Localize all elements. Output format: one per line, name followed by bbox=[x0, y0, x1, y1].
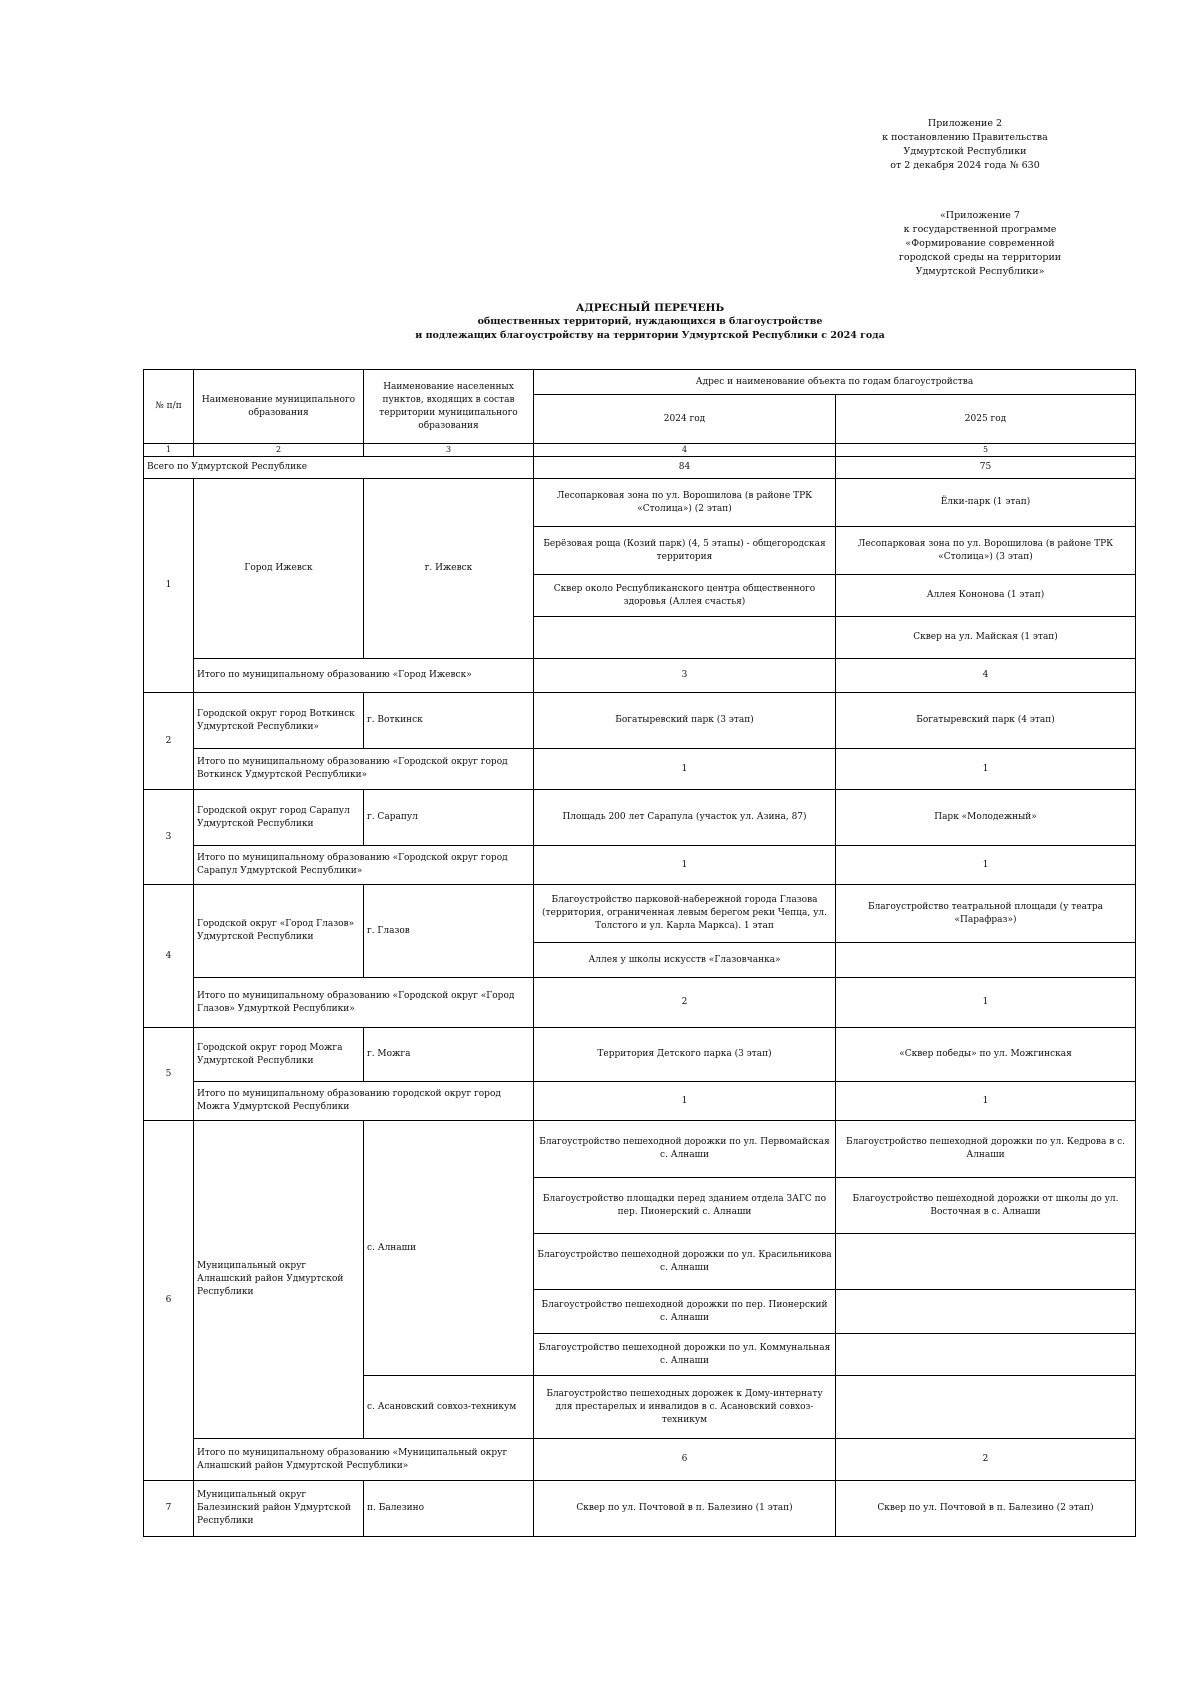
program-annex-line: Удмуртской Республики» bbox=[915, 266, 1045, 277]
object-2025: Благоустройство пешеходной дорожки по ул. Кедрова в с. Алнаши bbox=[836, 1121, 1136, 1178]
column-number: 5 bbox=[836, 444, 1136, 457]
annex-line: к постановлению Правительства bbox=[882, 132, 1048, 143]
settlement-name: с. Алнаши bbox=[364, 1121, 534, 1376]
header-objects: Адрес и наименование объекта по годам благоустройства bbox=[534, 370, 1136, 395]
header-year-2024: 2024 год bbox=[534, 395, 836, 444]
object-2024: Лесопарковая зона по ул. Ворошилова (в районе ТРК «Столица») (2 этап) bbox=[534, 479, 836, 527]
column-number: 4 bbox=[534, 444, 836, 457]
object-2024: Сквер по ул. Почтовой в п. Балезино (1 этап) bbox=[534, 1481, 836, 1537]
object-2024: Аллея у школы искусств «Глазовчанка» bbox=[534, 943, 836, 978]
annex-line: от 2 декабря 2024 года № 630 bbox=[890, 160, 1040, 171]
document-title bbox=[300, 301, 1000, 343]
object-2024: Благоустройство пешеходной дорожки по ул. Коммунальная с. Алнаши bbox=[534, 1334, 836, 1376]
header-settlements: Наименование населенных пунктов, входящих в состав территории муниципального образования bbox=[364, 370, 534, 444]
annex-line: Приложение 2 bbox=[927, 118, 1003, 129]
subtotal-2025: 1 bbox=[836, 978, 1136, 1028]
object-2024 bbox=[534, 617, 836, 659]
settlement-name: п. Балезино bbox=[364, 1481, 534, 1537]
total-2025: 75 bbox=[836, 457, 1136, 479]
subtotal-2025: 1 bbox=[836, 749, 1136, 790]
object-2024: Благоустройство парковой-набережной города Глазова (территория, ограниченная левым берегом реки Чепца, ул. Толстого и ул. Карла Маркса). 1 этап bbox=[534, 885, 836, 943]
object-2024: Берёзовая роща (Козий парк) (4, 5 этапы) - общегородская территория bbox=[534, 527, 836, 575]
annex-line: Удмуртской Республики bbox=[903, 146, 1027, 157]
subtotal-2025: 4 bbox=[836, 659, 1136, 693]
object-2024: Благоустройство пешеходной дорожки по пер. Пионерский с. Алнаши bbox=[534, 1290, 836, 1334]
subtotal-label: Итого по муниципальному образованию «Городской округ город Сарапул Удмуртской Республики» bbox=[194, 846, 534, 885]
program-annex-line: к государственной программе bbox=[903, 224, 1057, 235]
total-label: Всего по Удмуртской Республике bbox=[144, 457, 534, 479]
object-2024: Благоустройство пешеходных дорожек к Дому-интернату для престарелых и инвалидов в с. Асановский совхоз-техникум bbox=[534, 1376, 836, 1439]
title-main: АДРЕСНЫЙ ПЕРЕЧЕНЬ bbox=[575, 302, 725, 314]
object-2024: Площадь 200 лет Сарапула (участок ул. Азина, 87) bbox=[534, 790, 836, 846]
object-2025 bbox=[836, 1290, 1136, 1334]
header-num: № п/п bbox=[144, 370, 194, 444]
header-municipality: Наименование муниципального образования bbox=[194, 370, 364, 444]
object-2025: Благоустройство театральной площади (у театра «Парафраз») bbox=[836, 885, 1136, 943]
subtotal-2025: 2 bbox=[836, 1439, 1136, 1481]
subtotal-label: Итого по муниципальному образованию «Городской округ «Город Глазов» Удмурткой Республики» bbox=[194, 978, 534, 1028]
row-number: 7 bbox=[144, 1481, 194, 1537]
annex-stamp bbox=[855, 117, 1075, 173]
column-number: 2 bbox=[194, 444, 364, 457]
subtotal-label: Итого по муниципальному образованию городской округ город Можга Удмуртской Республики bbox=[194, 1082, 534, 1121]
subtotal-2024: 1 bbox=[534, 749, 836, 790]
settlement-name: г. Воткинск bbox=[364, 693, 534, 749]
settlement-name: г. Можга bbox=[364, 1028, 534, 1082]
object-2024: Богатыревский парк (3 этап) bbox=[534, 693, 836, 749]
object-2024: Благоустройство пешеходной дорожки по ул. Первомайская с. Алнаши bbox=[534, 1121, 836, 1178]
column-number: 3 bbox=[364, 444, 534, 457]
object-2025: Богатыревский парк (4 этап) bbox=[836, 693, 1136, 749]
object-2025: «Сквер победы» по ул. Можгинская bbox=[836, 1028, 1136, 1082]
subtotal-2024: 1 bbox=[534, 1082, 836, 1121]
header-year-2025: 2025 год bbox=[836, 395, 1136, 444]
object-2024: Сквер около Республиканского центра общественного здоровья (Аллея счастья) bbox=[534, 575, 836, 617]
object-2025: Лесопарковая зона по ул. Ворошилова (в районе ТРК «Столица») (3 этап) bbox=[836, 527, 1136, 575]
object-2025: Аллея Кононова (1 этап) bbox=[836, 575, 1136, 617]
row-number: 5 bbox=[144, 1028, 194, 1121]
municipality-name: Городской округ город Можга Удмуртской Республики bbox=[194, 1028, 364, 1082]
object-2025 bbox=[836, 1234, 1136, 1290]
program-annex-line: «Формирование современной bbox=[905, 238, 1055, 249]
municipality-name: Городской округ город Воткинск Удмуртской Республики» bbox=[194, 693, 364, 749]
subtotal-2025: 1 bbox=[836, 1082, 1136, 1121]
program-annex-stamp bbox=[880, 209, 1080, 279]
municipality-name: Муниципальный округ Алнашский район Удмуртской Республики bbox=[194, 1121, 364, 1439]
municipality-name: Городской округ город Сарапул Удмуртской Республики bbox=[194, 790, 364, 846]
object-2025: Парк «Молодежный» bbox=[836, 790, 1136, 846]
subtotal-2024: 6 bbox=[534, 1439, 836, 1481]
subtotal-label: Итого по муниципальному образованию «Городской округ город Воткинск Удмуртской Республики» bbox=[194, 749, 534, 790]
object-2025: Ёлки-парк (1 этап) bbox=[836, 479, 1136, 527]
subtotal-2025: 1 bbox=[836, 846, 1136, 885]
settlement-name: г. Глазов bbox=[364, 885, 534, 978]
object-2025: Благоустройство пешеходной дорожки от школы до ул. Восточная в с. Алнаши bbox=[836, 1178, 1136, 1234]
address-list-table bbox=[143, 369, 1136, 1537]
row-number: 3 bbox=[144, 790, 194, 885]
subtotal-2024: 3 bbox=[534, 659, 836, 693]
object-2025: Сквер на ул. Майская (1 этап) bbox=[836, 617, 1136, 659]
subtotal-label: Итого по муниципальному образованию «Город Ижевск» bbox=[194, 659, 534, 693]
object-2024: Благоустройство площадки перед зданием отдела ЗАГС по пер. Пионерский с. Алнаши bbox=[534, 1178, 836, 1234]
subtotal-2024: 1 bbox=[534, 846, 836, 885]
row-number: 4 bbox=[144, 885, 194, 1028]
municipality-name: Муниципальный округ Балезинский район Удмуртской Республики bbox=[194, 1481, 364, 1537]
row-number: 1 bbox=[144, 479, 194, 693]
program-annex-line: «Приложение 7 bbox=[940, 210, 1020, 221]
title-subtitle: и подлежащих благоустройству на территории Удмуртской Республики с 2024 года bbox=[415, 330, 885, 341]
object-2024: Благоустройство пешеходной дорожки по ул. Красильникова с. Алнаши bbox=[534, 1234, 836, 1290]
subtotal-label: Итого по муниципальному образованию «Муниципальный округ Алнашский район Удмуртской Республики» bbox=[194, 1439, 534, 1481]
object-2024: Территория Детского парка (3 этап) bbox=[534, 1028, 836, 1082]
program-annex-line: городской среды на территории bbox=[898, 252, 1062, 263]
settlement-name: г. Ижевск bbox=[364, 479, 534, 659]
settlement-name: с. Асановский совхоз-техникум bbox=[364, 1376, 534, 1439]
municipality-name: Город Ижевск bbox=[194, 479, 364, 659]
row-number: 2 bbox=[144, 693, 194, 790]
column-number: 1 bbox=[144, 444, 194, 457]
object-2025: Сквер по ул. Почтовой в п. Балезино (2 этап) bbox=[836, 1481, 1136, 1537]
municipality-name: Городской округ «Город Глазов» Удмуртской Республики bbox=[194, 885, 364, 978]
object-2025 bbox=[836, 943, 1136, 978]
title-subtitle: общественных территорий, нуждающихся в благоустройстве bbox=[477, 316, 823, 327]
object-2025 bbox=[836, 1334, 1136, 1376]
row-number: 6 bbox=[144, 1121, 194, 1481]
settlement-name: г. Сарапул bbox=[364, 790, 534, 846]
object-2025 bbox=[836, 1376, 1136, 1439]
total-2024: 84 bbox=[534, 457, 836, 479]
subtotal-2024: 2 bbox=[534, 978, 836, 1028]
